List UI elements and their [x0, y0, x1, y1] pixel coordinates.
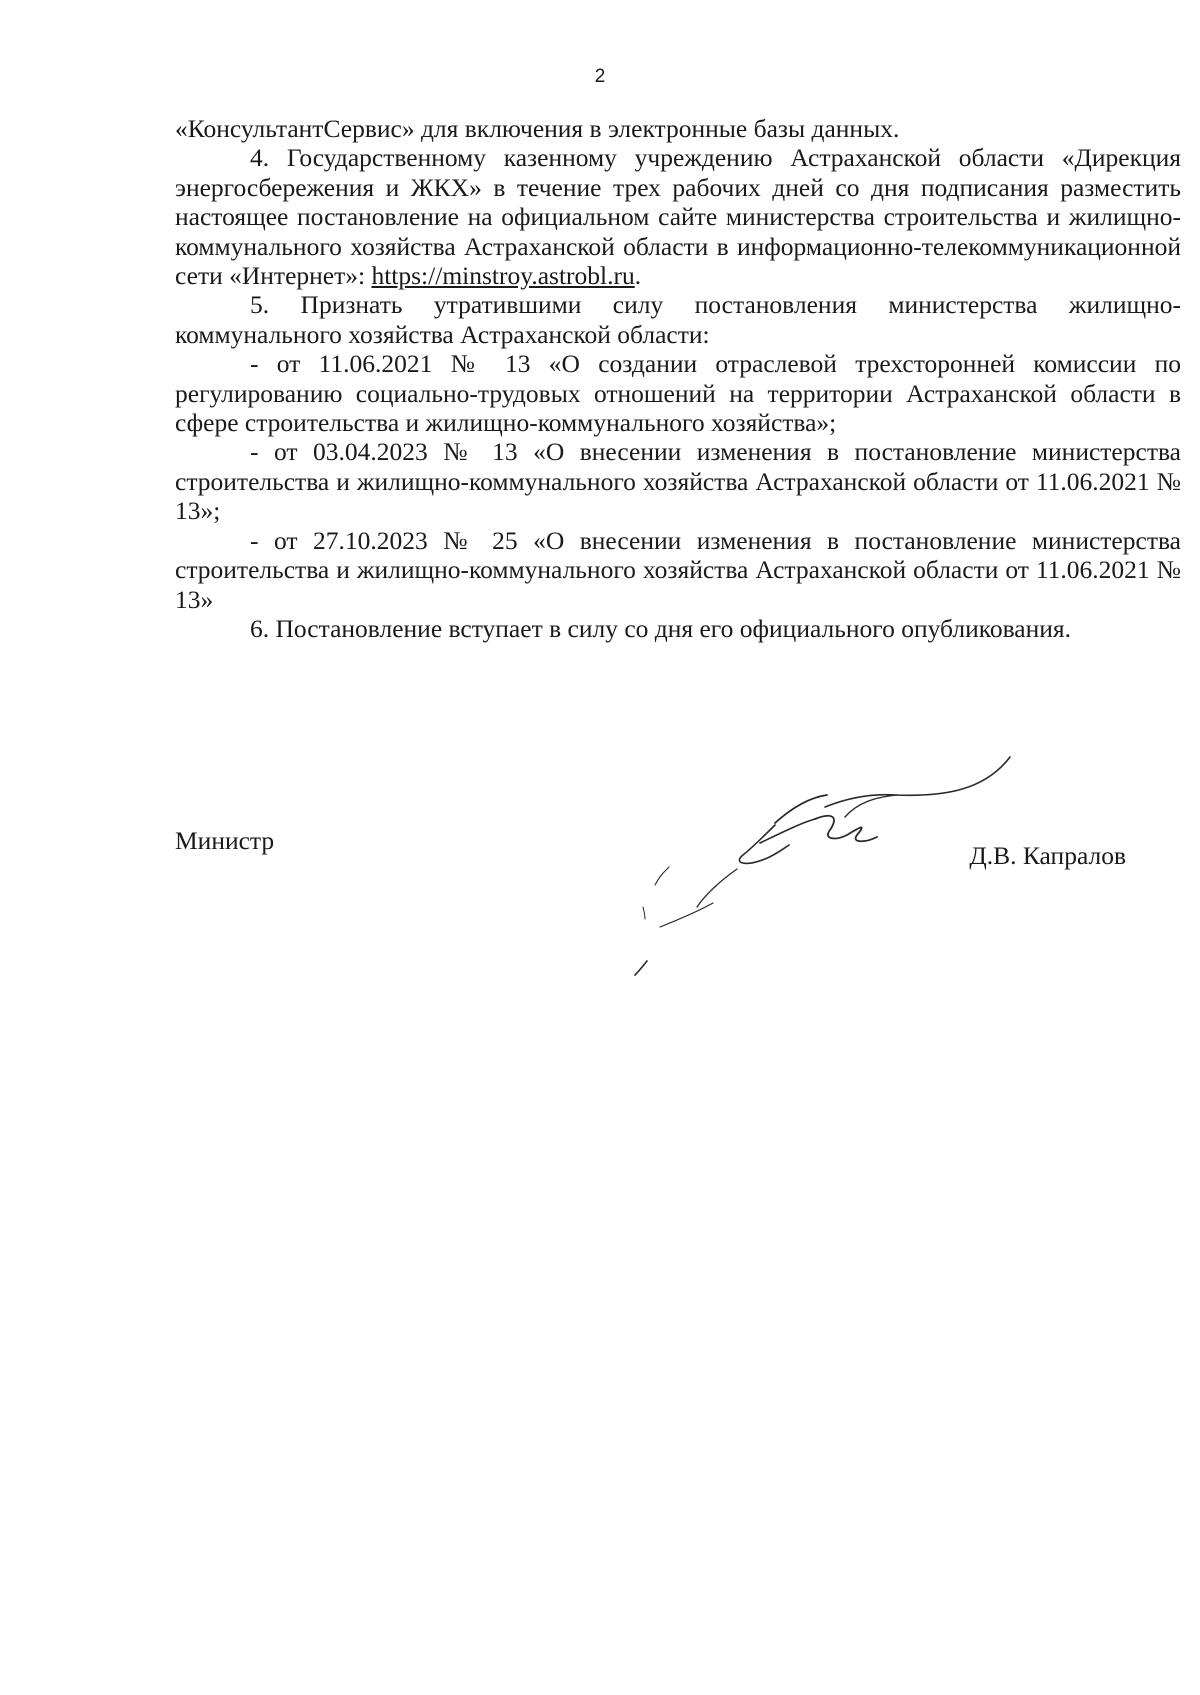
paragraph-6: 6. Постановление вступает в силу со дня его официального опубликования.	[250, 613, 1071, 643]
paragraph-4	[175, 143, 1181, 290]
signatory-name: Д.В. Капралов	[969, 841, 1126, 870]
repealed-item-3: - от 27.10.2023 № 25 «О внесении изменения в постановление министерства строительства и жилищно-коммунального хозяйства Астраханской области от 11.06.2021 № 13»	[175, 525, 1181, 614]
repealed-item-1: - от 11.06.2021 № 13 «О создании отраслевой трехсторонней комиссии по регулированию социально-трудовых отношений на территории Астраханской области в сфере строительства и жилищно-коммунального хозяйства»;	[175, 349, 1181, 438]
ministry-website-link[interactable]: https://minstroy.astrobl.ru	[371, 261, 635, 291]
paragraph-5: 5. Признать утратившими силу постановления министерства жилищно-коммунального хозяйства Астраханской области:	[175, 290, 1181, 349]
paragraph-continuation: «КонсультантСервис» для включения в электронные базы данных.	[175, 114, 900, 143]
page-number: 2	[594, 66, 606, 87]
handwritten-signature	[625, 735, 1025, 995]
paragraph-4-end: .	[634, 261, 642, 291]
paragraph-4-text: 4. Государственному казенному учреждению Астраханской области «Дирекция энергосбережения и ЖКХ» в течение трех рабочих дней со дня подписания разместить настоящее постановление на официальном сайте министерства строительства и жилищно-коммунального хозяйства Астраханской области в информационно-телекоммуникационной сети «Интернет»:	[175, 143, 1181, 291]
signatory-title: Министр	[175, 826, 275, 855]
repealed-item-2: - от 03.04.2023 № 13 «О внесении изменения в постановление министерства строительства и жилищно-коммунального хозяйства Астраханской области от 11.06.2021 № 13»;	[175, 437, 1181, 526]
document-body	[175, 114, 1181, 643]
